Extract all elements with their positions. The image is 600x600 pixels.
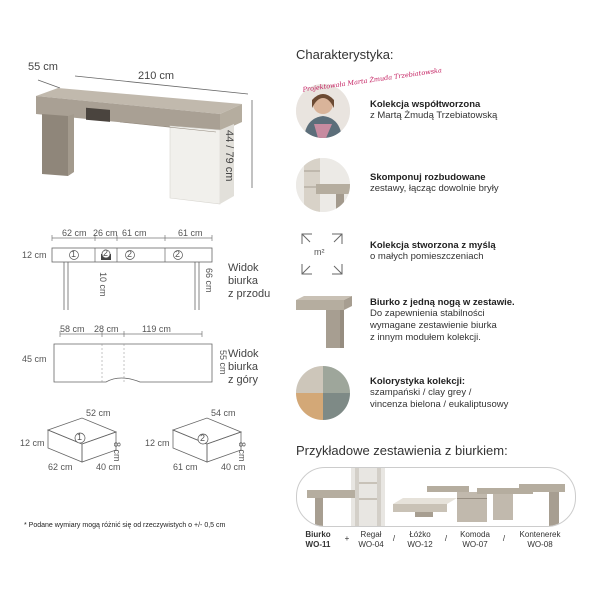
sets-image bbox=[296, 467, 576, 527]
front-view-label-line1: Widok bbox=[228, 262, 259, 274]
set-shelf-code: WO-04 bbox=[358, 540, 384, 549]
drawer-2-diagram bbox=[145, 408, 255, 478]
feature-5-text-2: vincenza bielona / eukaliptusowy bbox=[370, 399, 509, 410]
feature-5-text-1: szampański / clay grey / bbox=[370, 387, 472, 398]
drawer-2-right-dim: 8 cm bbox=[237, 442, 247, 462]
feature-3-title: Kolekcja stworzona z myślą bbox=[370, 240, 496, 251]
feature-4-text-3: z innym modułem kolekcji. bbox=[370, 332, 481, 343]
dimensions-note: * Podane wymiary mogą różnić się od rzeczywistych o +/- 0,5 cm bbox=[24, 522, 226, 529]
top-view-diagram bbox=[20, 324, 228, 396]
modular-furniture-icon bbox=[296, 158, 350, 212]
feature-1 bbox=[370, 99, 497, 122]
front-dim-2: 26 cm bbox=[93, 228, 118, 238]
top-dim-3: 119 cm bbox=[142, 324, 171, 334]
set-sep-2: / bbox=[444, 534, 448, 543]
set-bed-name: Łóżko bbox=[409, 530, 431, 539]
set-shelf-name: Regał bbox=[360, 530, 382, 539]
feature-5 bbox=[370, 376, 508, 411]
features-heading: Charakterystyka: bbox=[296, 47, 394, 62]
set-sep-3: / bbox=[502, 534, 506, 543]
feature-4-text-1: Do zapewnienia stabilności bbox=[370, 308, 485, 319]
width-dimension: 210 cm bbox=[138, 70, 175, 82]
color-palette-icon bbox=[296, 366, 350, 420]
drawer-2-num: 2 bbox=[200, 433, 206, 443]
drawer-1-bottom-b: 40 cm bbox=[96, 462, 121, 472]
feature-4 bbox=[370, 297, 515, 344]
set-caption-container bbox=[510, 530, 570, 550]
feature-1-text: z Martą Żmudą Trzebiatowską bbox=[370, 110, 498, 121]
feature-2 bbox=[370, 172, 499, 195]
front-view-label-line2: biurka bbox=[228, 275, 258, 287]
feature-4-title: Biurko z jedną nogą w zestawie. bbox=[370, 297, 515, 308]
feature-3 bbox=[370, 240, 496, 263]
top-left-dim: 45 cm bbox=[22, 354, 47, 364]
small-room-icon bbox=[298, 230, 346, 278]
m2-label: m² bbox=[314, 247, 325, 257]
set-desk-name: Biurko bbox=[305, 530, 331, 539]
marker-2b: 2 bbox=[175, 249, 181, 259]
top-view-label-line2: biurka bbox=[228, 361, 258, 373]
set-dresser-code: WO-07 bbox=[462, 540, 488, 549]
front-view-label bbox=[228, 262, 270, 301]
drawer-1-left-dim: 12 cm bbox=[20, 438, 45, 448]
front-left-dim: 12 cm bbox=[22, 250, 47, 260]
front-view-diagram bbox=[20, 228, 220, 318]
set-bed-code: WO-12 bbox=[407, 540, 433, 549]
one-leg-desk-icon bbox=[296, 294, 352, 348]
drawer-1-bottom-a: 62 cm bbox=[48, 462, 73, 472]
front-dim-3: 61 cm bbox=[122, 228, 147, 238]
set-sep-plus: + bbox=[344, 534, 350, 543]
marker-2a: 2 bbox=[127, 249, 133, 259]
desk-illustration bbox=[20, 58, 260, 208]
top-dim-2: 28 cm bbox=[94, 324, 119, 334]
top-view-label-line3: z góry bbox=[228, 374, 258, 386]
set-desk-code: WO-11 bbox=[305, 540, 331, 549]
depth-dimension: 55 cm bbox=[28, 61, 58, 73]
drawer-2-bottom-b: 40 cm bbox=[221, 462, 246, 472]
set-caption-dresser bbox=[452, 530, 498, 550]
marker-2c: 2 bbox=[103, 248, 109, 258]
feature-2-title: Skomponuj rozbudowane bbox=[370, 172, 486, 183]
top-view-label-line1: Widok bbox=[228, 348, 259, 360]
set-caption-bed bbox=[400, 530, 440, 550]
drawer-1-num: 1 bbox=[77, 432, 83, 442]
set-dresser-name: Komoda bbox=[460, 530, 490, 539]
height-dimension: 44 / 79 cm bbox=[223, 130, 235, 182]
drawer-1-top-dim: 52 cm bbox=[86, 408, 111, 418]
drawer-2-top-dim: 54 cm bbox=[211, 408, 236, 418]
top-view-drawing bbox=[20, 326, 220, 396]
feature-2-text: zestawy, łącząc dowolnie bryły bbox=[370, 183, 499, 194]
set-container-name: Kontenerek bbox=[519, 530, 561, 539]
drawer-2-left-dim: 12 cm bbox=[145, 438, 170, 448]
front-height-dim: 66 cm bbox=[204, 268, 214, 293]
feature-1-title: Kolekcja współtworzona bbox=[370, 99, 481, 110]
feature-3-text: o małych pomieszczeniach bbox=[370, 251, 484, 262]
drawer-1-diagram bbox=[20, 408, 130, 478]
drawer-1-right-dim: 8 cm bbox=[112, 442, 122, 462]
front-drawer-dim: 10 cm bbox=[98, 272, 108, 297]
set-sep-1: / bbox=[392, 534, 396, 543]
set-container-code: WO-08 bbox=[527, 540, 553, 549]
sets-heading: Przykładowe zestawienia z biurkiem: bbox=[296, 443, 508, 458]
top-right-dim: 55 cm bbox=[218, 350, 228, 375]
signature: Projektowała Marta Żmuda Trzebiatowska bbox=[302, 66, 443, 94]
front-dim-1: 62 cm bbox=[62, 228, 87, 238]
drawer-2-bottom-a: 61 cm bbox=[173, 462, 198, 472]
feature-5-title: Kolorystyka kolekcji: bbox=[370, 376, 466, 387]
front-view-drawing bbox=[20, 228, 220, 318]
front-dim-4: 61 cm bbox=[178, 228, 203, 238]
marker-1: 1 bbox=[71, 249, 77, 259]
feature-4-text-2: wymagane zestawienie biurka bbox=[370, 320, 497, 331]
set-caption-desk bbox=[298, 530, 338, 550]
set-caption-shelf bbox=[353, 530, 389, 550]
top-view-label bbox=[228, 348, 259, 387]
top-dim-1: 58 cm bbox=[60, 324, 85, 334]
front-view-label-line3: z przodu bbox=[228, 288, 271, 300]
